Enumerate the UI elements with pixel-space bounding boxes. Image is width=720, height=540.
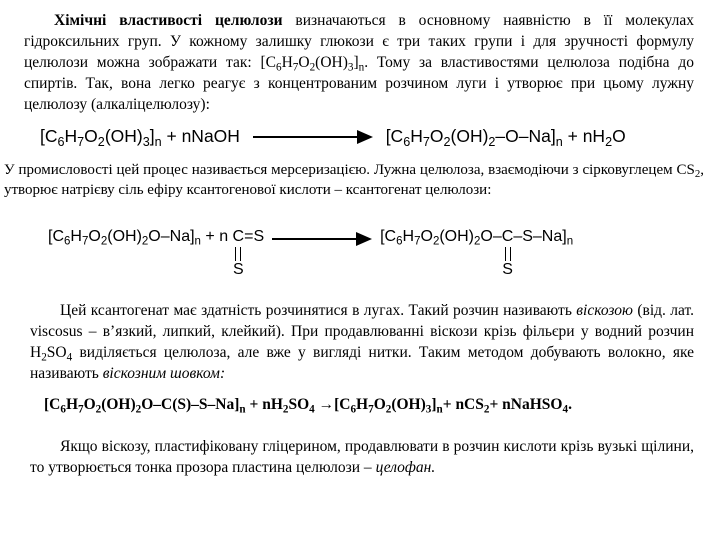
t: [C bbox=[380, 228, 397, 245]
sub: 4 bbox=[66, 351, 73, 364]
sulfur-atom: S bbox=[502, 261, 513, 278]
sub: 2 bbox=[135, 403, 142, 416]
paragraph-viscose bbox=[30, 300, 694, 384]
t: (OH) bbox=[101, 396, 136, 413]
t: O bbox=[429, 126, 444, 146]
t: (OH) bbox=[391, 396, 426, 413]
t: + nH bbox=[562, 126, 606, 146]
f: ] bbox=[353, 54, 359, 71]
p4-text: Якщо віскозу, пластифіковану гліцерином, продавлювати в розчин кислоти крізь вузькі щілини, то утворюється тонка прозора пластина целюлози – bbox=[30, 438, 694, 476]
eq2-left bbox=[48, 228, 233, 246]
t: O bbox=[420, 228, 433, 245]
thiocarbonyl-structure bbox=[502, 228, 514, 279]
eq2-right bbox=[380, 228, 502, 246]
sub: 2 bbox=[605, 134, 613, 149]
t: H bbox=[64, 126, 78, 146]
cs2-structure bbox=[233, 228, 245, 279]
t: + nH bbox=[245, 396, 283, 413]
sub: 2 bbox=[488, 134, 496, 149]
t: O bbox=[88, 228, 101, 245]
sub: 6 bbox=[60, 403, 66, 416]
f: [C bbox=[260, 54, 277, 71]
sub: n bbox=[566, 235, 574, 248]
t: O bbox=[612, 126, 626, 146]
sulfur-atom: S bbox=[232, 261, 244, 278]
t: (OH) bbox=[107, 228, 142, 245]
t: + n bbox=[200, 228, 233, 245]
paragraph1-text: визначаються в основному наявністю в її молекулах гідроксильних груп. У кожному залишку глюкози є три таких групи і для зручності формулу целюлози можна зображати так: bbox=[24, 12, 694, 71]
t: O–Na] bbox=[148, 228, 195, 245]
t: H bbox=[65, 396, 78, 413]
sub: n bbox=[194, 235, 201, 248]
sub: 2 bbox=[385, 403, 392, 416]
eq2-s: =S bbox=[244, 228, 265, 245]
t: (OH) bbox=[450, 126, 489, 146]
equation-xanthate bbox=[48, 228, 573, 279]
f: (OH) bbox=[315, 54, 348, 71]
reaction-arrow-icon bbox=[253, 130, 373, 144]
t: –O–Na] bbox=[495, 126, 556, 146]
t: H bbox=[356, 396, 369, 413]
carbon-atom: C bbox=[232, 228, 245, 245]
sub: 2 bbox=[309, 61, 316, 74]
sub: 2 bbox=[41, 351, 47, 364]
sub: 3 bbox=[142, 134, 150, 149]
sub: n bbox=[239, 403, 246, 416]
sub: 6 bbox=[64, 235, 71, 248]
paragraph-cellulose-properties bbox=[24, 10, 694, 115]
sub: n bbox=[358, 61, 365, 74]
equation-viscose-silk bbox=[44, 396, 572, 414]
sub: 7 bbox=[78, 403, 84, 416]
sub: 7 bbox=[77, 134, 85, 149]
sub: 2 bbox=[141, 235, 149, 248]
sub: 2 bbox=[95, 403, 102, 416]
cellulose-formula bbox=[260, 54, 365, 74]
t: ] bbox=[431, 396, 437, 413]
sub: 3 bbox=[347, 61, 354, 74]
sub: 7 bbox=[368, 403, 374, 416]
f: O bbox=[298, 54, 310, 71]
t: H bbox=[402, 228, 415, 245]
sub: 2 bbox=[432, 235, 440, 248]
t: →[C bbox=[314, 396, 351, 413]
sub: n bbox=[154, 134, 162, 149]
t: H bbox=[70, 228, 82, 245]
t: . bbox=[568, 396, 572, 413]
double-bond-icon bbox=[235, 247, 241, 261]
paragraph-cellophane bbox=[30, 436, 694, 478]
sub: 2 bbox=[474, 235, 481, 248]
t: –S–Na] bbox=[513, 228, 567, 245]
p3-text-2: (від. лат. viscosus – в’язкий, липкий, клейкий). При продавлюванні віскози крізь фільєри у водний розчин H bbox=[30, 302, 694, 361]
sub: 2 bbox=[694, 168, 701, 181]
sub: 7 bbox=[292, 61, 299, 74]
t: [C bbox=[385, 126, 404, 146]
sub: n bbox=[555, 134, 563, 149]
t: (OH) bbox=[104, 126, 143, 146]
sub: 2 bbox=[483, 403, 490, 416]
term-viscose: віскозою bbox=[576, 302, 633, 319]
t: + nNaOH bbox=[161, 126, 240, 146]
bold-lead: Хімічні властивості целюлози bbox=[54, 12, 283, 29]
sub: 6 bbox=[276, 61, 282, 74]
sub: 3 bbox=[425, 403, 432, 416]
t: SO bbox=[288, 396, 310, 413]
t: O bbox=[84, 126, 98, 146]
sub: 6 bbox=[403, 134, 411, 149]
t: H bbox=[410, 126, 423, 146]
p3-text-4: виділяється целюлоза, але вже у вигляді нитки. Таким методом добувають волокно, яке називають bbox=[30, 344, 694, 382]
t: ] bbox=[149, 126, 155, 146]
paragraph-mercerization bbox=[4, 160, 704, 200]
sub: 7 bbox=[414, 235, 421, 248]
t: [C bbox=[40, 126, 58, 146]
p2-text-2: , утворює натрієву сіль ефіру ксантогенової кислоти – ксантогенат целюлози: bbox=[4, 162, 704, 198]
p2-text: У промисловості цей процес називається мерсеризацією. Лужна целюлоза, взаємодіючи з сірковуглецем CS bbox=[4, 162, 695, 178]
sub: 6 bbox=[396, 235, 403, 248]
t: (OH) bbox=[439, 228, 474, 245]
equation-alkali-cellulose bbox=[40, 126, 626, 147]
double-bond-icon bbox=[505, 247, 511, 261]
sub: 6 bbox=[350, 403, 357, 416]
eq1-right bbox=[385, 126, 626, 149]
sub: 2 bbox=[282, 403, 289, 416]
sub: 4 bbox=[562, 403, 569, 416]
t: O bbox=[83, 396, 96, 413]
sub: 7 bbox=[81, 235, 89, 248]
t: O bbox=[373, 396, 386, 413]
t: O– bbox=[480, 228, 502, 245]
p3-text-3: SO bbox=[46, 344, 67, 361]
sub: n bbox=[436, 403, 443, 416]
paragraph1-text-2: . Тому за властивостями целюлоза подібна до спиртів. Так, вона легко реагує з концентрованим розчином луги і утворює при цьому лужну целюлозу (алкаліцелюлозу): bbox=[24, 54, 695, 113]
t: [C bbox=[48, 228, 64, 245]
p3-text: Цей ксантогенат має здатність розчинятися в лугах. Такий розчин називають bbox=[60, 302, 577, 319]
sub: 4 bbox=[309, 403, 315, 416]
sub: 6 bbox=[57, 134, 65, 149]
sub: 7 bbox=[422, 134, 430, 149]
t: O–C(S)–S–Na] bbox=[141, 396, 240, 413]
eq1-left bbox=[40, 126, 240, 149]
f: H bbox=[281, 54, 293, 71]
sub: 2 bbox=[443, 134, 451, 149]
t: + nCS bbox=[442, 396, 484, 413]
term-viscose-silk: віскозним шовком: bbox=[102, 365, 226, 382]
sub: 2 bbox=[97, 134, 105, 149]
sub: 2 bbox=[100, 235, 108, 248]
term-cellophane: целофан. bbox=[375, 459, 436, 476]
eq2-right-end bbox=[513, 228, 573, 246]
t: + nNaHSO bbox=[489, 396, 563, 413]
carbon-atom: C bbox=[501, 228, 514, 245]
reaction-arrow-icon bbox=[272, 232, 372, 246]
t: [C bbox=[44, 396, 61, 413]
